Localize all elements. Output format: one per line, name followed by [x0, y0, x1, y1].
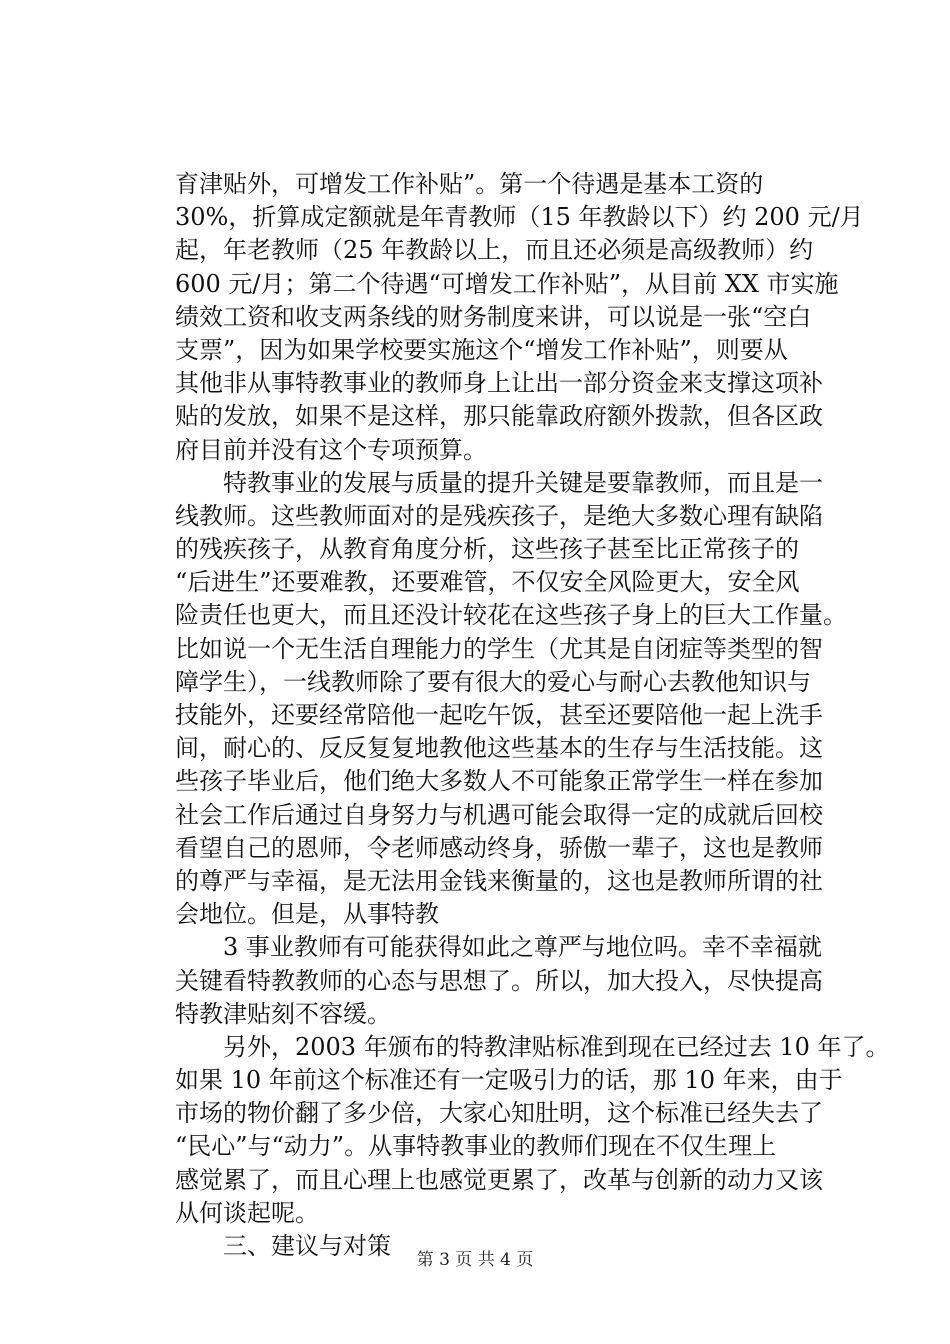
- text-line: 起，年老教师（25 年教龄以上，而且还必须是高级教师）约: [175, 236, 814, 265]
- text-line: 的残疾孩子，从教育角度分析，这些孩子甚至比正常孩子的: [175, 535, 799, 564]
- text-line: 些孩子毕业后，他们绝大多数人不可能象正常学生一样在参加: [175, 767, 823, 796]
- text-line: 另外，2003 年颁布的特教津贴标准到现在已经过去 10 年了。: [223, 1032, 890, 1061]
- text-line: 其他非从事特教事业的教师身上让出一部分资金来支撑这项补: [175, 369, 823, 398]
- text-line: 关键看特教教师的心态与思想了。所以，加大投入，尽快提高: [175, 966, 823, 995]
- text-line: 比如说一个无生活自理能力的学生（尤其是自闭症等类型的智: [175, 634, 823, 663]
- text-line: 府目前并没有这个专项预算。: [175, 435, 487, 464]
- text-line: 30%，折算成定额就是年青教师（15 年教龄以下）约 200 元/月: [175, 203, 864, 232]
- text-line: 技能外，还要经常陪他一起吃午饭，甚至还要陪他一起上洗手: [175, 701, 823, 729]
- text-line: 感觉累了，而且心理上也感觉更累了，改革与创新的动力又该: [175, 1165, 823, 1194]
- text-line: 特教津贴刻不容缓。: [175, 999, 391, 1028]
- text-line: 线教师。这些教师面对的是残疾孩子，是绝大多数心理有缺陷: [175, 501, 823, 530]
- text-line: 市场的物价翻了多少倍，大家心知肚明，这个标准已经失去了: [175, 1099, 823, 1128]
- text-line: 三、建议与对策: [223, 1232, 391, 1260]
- paragraph-1: [175, 168, 865, 467]
- text-line: 会地位。但是，从事特教: [175, 900, 439, 929]
- text-line: 贴的发放，如果不是这样，那只能靠政府额外拨款，但各区政: [175, 402, 823, 431]
- text-line: 绩效工资和收支两条线的财务制度来讲，可以说是一张“空白: [175, 302, 812, 331]
- text-line: 特教事业的发展与质量的提升关键是要靠教师，而且是一: [223, 468, 823, 497]
- text-line: 如果 10 年前这个标准还有一定吸引力的话，那 10 年来，由于: [175, 1066, 843, 1095]
- text-line: “民心”与“动力”。从事特教事业的教师们现在不仅生理上: [175, 1132, 777, 1161]
- text-line: 支票”，因为如果学校要实施这个“增发工作补贴”，则要从: [175, 335, 788, 364]
- paragraph-4: [175, 1031, 890, 1230]
- text-line: 600 元/月；第二个待遇“可增发工作补贴”，从目前 XX 市实施: [175, 269, 839, 298]
- text-line: 从何谈起呢。: [175, 1198, 319, 1227]
- text-line: 间，耐心的、反反复复地教他这些基本的生存与生活技能。这: [175, 734, 823, 763]
- text-line: 看望自己的恩师，令老师感动终身，骄傲一辈子，这也是教师: [175, 833, 823, 862]
- text-line: 的尊严与幸福，是无法用金钱来衡量的，这也是教师所谓的社: [175, 866, 823, 895]
- paragraph-3: [175, 931, 865, 1031]
- text-line: 3 事业教师有可能获得如此之尊严与地位吗。幸不幸福就: [223, 933, 822, 962]
- paragraph-2: [175, 467, 865, 932]
- text-line: 社会工作后通过自身努力与机遇可能会取得一定的成就后回校: [175, 800, 823, 829]
- text-line: 育津贴外，可增发工作补贴”。第一个待遇是基本工资的: [175, 170, 764, 198]
- page-footer: 第 3 页 共 4 页: [416, 1250, 534, 1270]
- text-line: “后进生”还要难教，还要难管，不仅安全风险更大，安全风: [175, 568, 800, 597]
- text-line: 障学生），一线教师除了要有很大的爱心与耐心去教他知识与: [175, 667, 811, 696]
- body-text: [175, 168, 890, 1263]
- text-line: 险责任也更大，而且还没计较花在这些孩子身上的巨大工作量。: [175, 601, 847, 630]
